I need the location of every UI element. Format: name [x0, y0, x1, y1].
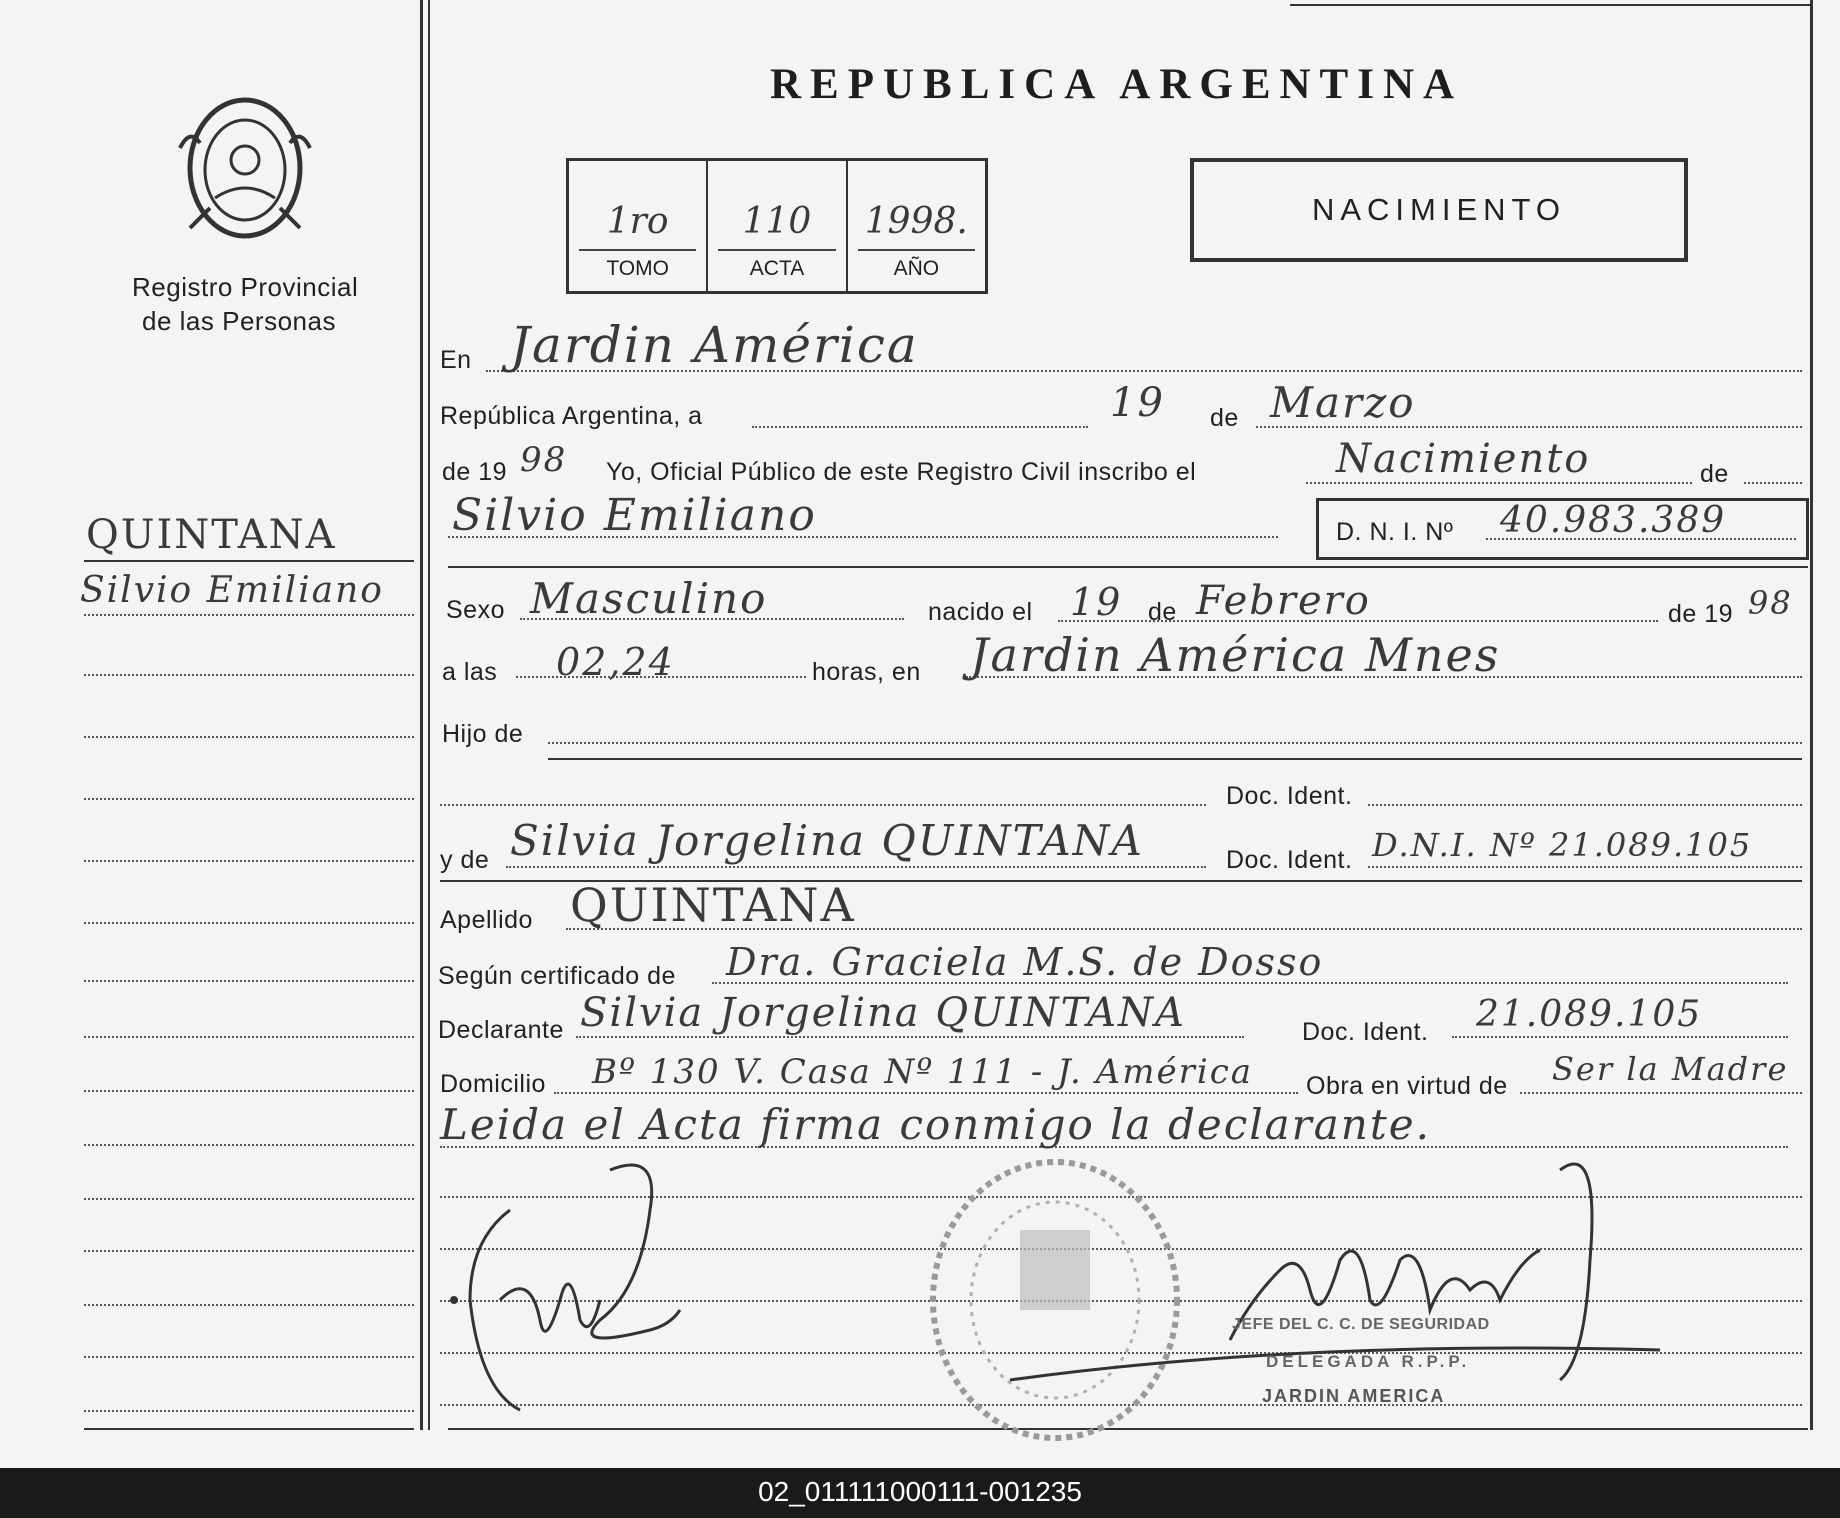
right-border — [1810, 0, 1813, 1430]
acta-cell — [708, 161, 847, 291]
dni-value: 40.983.389 — [1500, 500, 1727, 541]
de2-label: de — [1700, 460, 1729, 488]
republica-label: República Argentina, a — [440, 402, 703, 430]
segun-value: Dra. Graciela M.S. de Dosso — [726, 940, 1324, 984]
mother-doc: D.N.I. Nº 21.089.105 — [1372, 826, 1753, 864]
year-value: 98 — [520, 440, 568, 480]
mother-doc-label: Doc. Ident. — [1226, 846, 1353, 874]
segun-label: Según certificado de — [438, 962, 676, 990]
sexo-label: Sexo — [446, 596, 505, 624]
declarante-value: Silvia Jorgelina QUINTANA — [580, 990, 1186, 1036]
ano-label: AÑO — [893, 257, 940, 280]
domicilio-value: Bº 130 V. Casa Nº 111 - J. América — [592, 1052, 1254, 1092]
birth-month: Febrero — [1196, 578, 1371, 624]
nacido-label: nacido el — [928, 598, 1033, 626]
hour-value: 02,24 — [556, 640, 675, 684]
name-value: Silvio Emiliano — [452, 490, 817, 541]
obra-label: Obra en virtud de — [1306, 1072, 1508, 1100]
en-value: Jardin América — [510, 316, 919, 374]
record-type: NACIMIENTO — [1311, 192, 1567, 227]
page-title: REPUBLICA ARGENTINA — [770, 61, 1464, 108]
top-right-rule — [1290, 4, 1810, 6]
stamp-line1: JEFE DEL C. C. DE SEGURIDAD — [1232, 1316, 1490, 1333]
dni-label: D. N. I. Nº — [1336, 518, 1454, 546]
birth-year: 98 — [1748, 584, 1793, 622]
record-type-box — [1190, 158, 1688, 262]
declarant-signature — [450, 1150, 710, 1420]
de19b-label: de 19 — [1668, 600, 1734, 628]
birth-day: 19 — [1070, 580, 1123, 624]
provincia-misiones-seal — [170, 88, 320, 248]
registry-name-line2: de las Personas — [142, 306, 336, 336]
stamp-line2: DELEGADA R.P.P. — [1266, 1352, 1471, 1371]
tomo-cell — [569, 161, 708, 291]
tomo-value: 1ro — [606, 201, 669, 242]
inscribo-value: Nacimiento — [1336, 436, 1591, 482]
margin-surname: QUINTANA — [86, 512, 337, 558]
en-label: En — [440, 346, 472, 374]
ano-cell — [848, 161, 985, 291]
month-value: Marzo — [1270, 378, 1416, 427]
acta-label: ACTA — [749, 257, 805, 280]
sexo-value: Masculino — [530, 574, 768, 623]
obra-value: Ser la Madre — [1552, 1050, 1789, 1088]
left-border — [420, 0, 423, 1430]
domicilio-label: Domicilio — [440, 1070, 546, 1098]
document-id-bar — [0, 1468, 1840, 1518]
yde-label: y de — [440, 846, 490, 874]
leida-value: Leida el Acta firma conmigo la declarante. — [440, 1100, 1431, 1149]
apellido-label: Apellido — [440, 906, 533, 934]
inner-border — [428, 0, 430, 1430]
record-number-box — [566, 158, 988, 294]
declarante-doc-label: Doc. Ident. — [1302, 1018, 1429, 1046]
horas-label: horas, en — [812, 658, 921, 686]
margin-given-names: Silvio Emiliano — [80, 570, 384, 611]
alas-label: a las — [442, 658, 498, 686]
day-value: 19 — [1110, 380, 1165, 426]
acta-value: 110 — [742, 201, 812, 242]
declarante-label: Declarante — [438, 1016, 564, 1044]
mother-value: Silvia Jorgelina QUINTANA — [510, 816, 1144, 865]
de3-label: de — [1148, 598, 1177, 626]
document-id: 02_011111000111-001235 — [758, 1476, 1082, 1507]
apellido-value: QUINTANA — [570, 878, 856, 932]
registry-name-line1: Registro Provincial — [132, 272, 359, 302]
de-label: de — [1210, 404, 1239, 432]
bottom-rule-left — [84, 1428, 414, 1430]
de19-label: de 19 — [442, 458, 508, 486]
place-value: Jardin América Mnes — [970, 628, 1501, 682]
yo-label: Yo, Oficial Público de este Registro Civil inscribo el — [606, 458, 1197, 486]
hijo-label: Hijo de — [442, 720, 524, 748]
stamp-line3: JARDIN AMERICA — [1262, 1386, 1446, 1406]
ano-value: 1998. — [864, 201, 968, 242]
declarante-doc: 21.089.105 — [1476, 994, 1703, 1035]
father-doc-label: Doc. Ident. — [1226, 782, 1353, 810]
tomo-label: TOMO — [606, 257, 669, 280]
